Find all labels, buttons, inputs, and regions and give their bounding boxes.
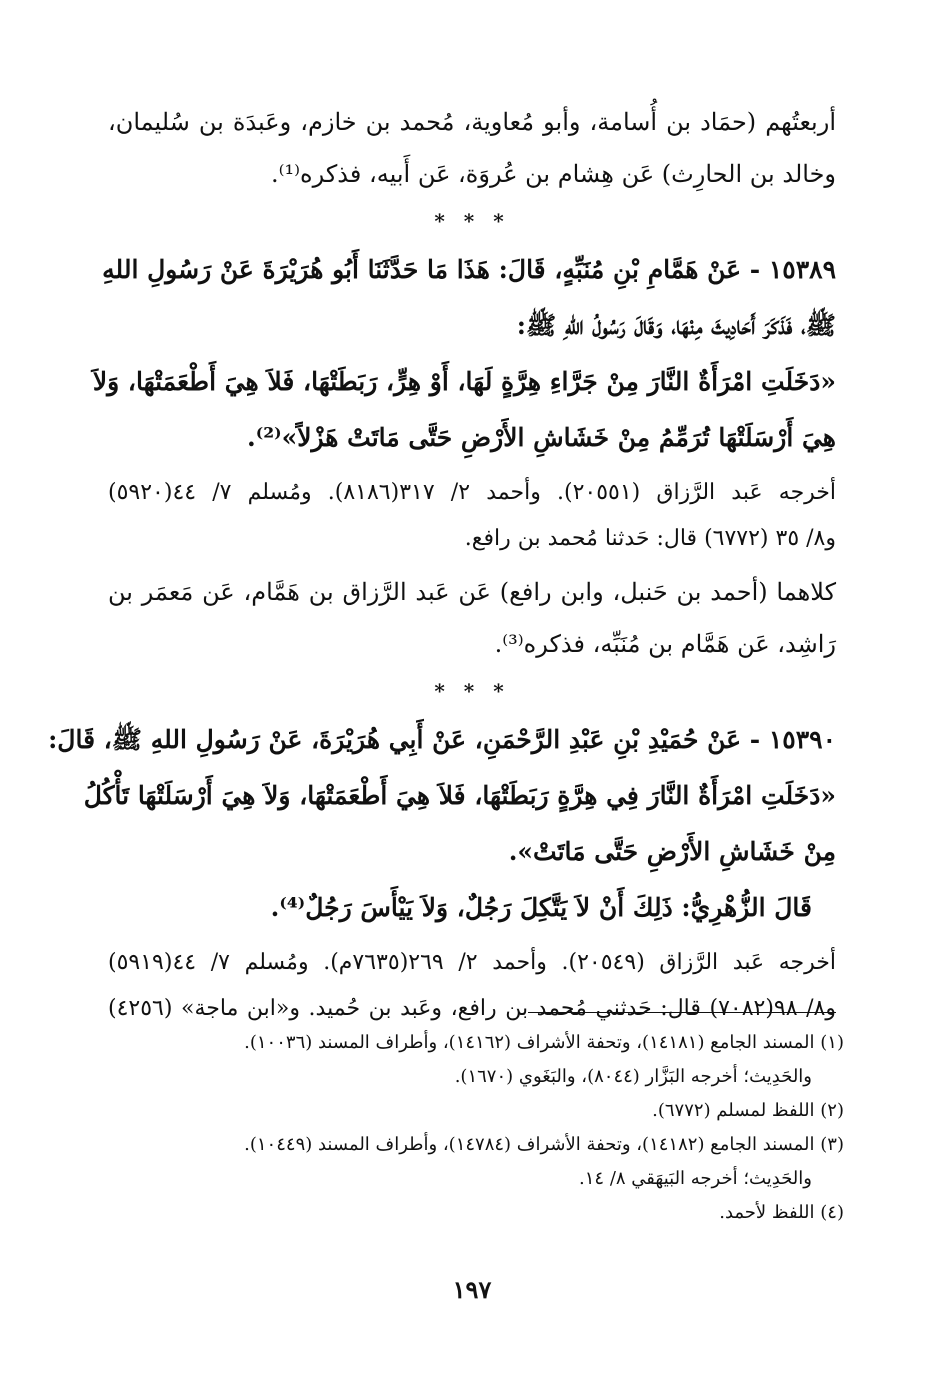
footnotes [100,1026,844,1230]
text-line: أربعتُهم (حمَاد بن أُسامة، وأبو مُعاوية، مُحمد بن خازم، وعَبدَة بن سُليمان، [108,108,836,136]
takhrij-line: أخرجه عَبد الرَّزاق (٢٠٥٥١). وأحمد ٢/ ٣١٧(٨١٨٦). ومُسلم ٧/ ٤٤(٥٩٢٠) [108,480,837,505]
footnote-1: (١) المسند الجامع (١٤١٨١)، وتحفة الأشراف (١٤١٦٢)، وأطراف المسند (١٠٠٣٦). [244,1032,844,1053]
hadith-line: ١٥٣٩٠ - عَنْ حُمَيْدِ بْنِ عَبْدِ الرَّحْمَنِ، عَنْ أَبِي هُرَيْرَةَ، عَنْ رَسُولِ اللهِ ﷺ، قَالَ: [48,725,836,754]
text-line: وخالد بن الحارِث) عَن هِشام بن عُروَة، عَن أَبيه، فذكره⁽¹⁾. [271,160,836,188]
section-separator: * * * [434,209,510,233]
section-separator: * * * [434,679,510,703]
hadith-line: ١٥٣٨٩ - عَنْ هَمَّامِ بْنِ مُنَبِّهٍ، قَالَ: هَذَا مَا حَدَّثَنَا أَبُو هُرَيْرَةَ عَنْ رَسُولِ اللهِ [102,255,836,284]
paragraph-kilahuma [108,566,836,670]
paragraph-narrators [108,96,836,200]
takhrij-line: و٨/ ٩٨(٧٠٨٢) قال: حَدثني مُحمد بن رافع، وعَبد بن حُميد. و«ابن ماجة» (٤٢٥٦) [108,996,836,1021]
page-number: ١٩٧ [452,1275,492,1304]
page-body [48,96,837,1032]
takhrij-15390 [108,940,836,1032]
hadith-line: ﷺ، فَذَكَرَ أَحَادِيثَ مِنْهَا، وَقَالَ رَسُولُ اللهِ ﷺ: [516,311,836,340]
text-line: رَاشِد، عَن هَمَّام بن مُنَبِّه، فذكره⁽³⁾. [494,630,836,658]
hadith-15389 [92,242,836,466]
footnote-3-continuation: والحَدِيث؛ أخرجه البَيهَقي ٨/ ١٤. [579,1168,812,1189]
takhrij-line: و٨/ ٣٥ (٦٧٧٢) قال: حَدثنا مُحمد بن رافع. [464,526,836,551]
hadith-15390 [48,712,836,936]
hadith-line: «دَخَلَتِ امْرَأَةٌ النَّارَ مِنْ جَرَّاءِ هِرَّةٍ لَهَا، أَوْ هِرٍّ، رَبَطَتْهَا، فَلاَ هِيَ أَطْعَمَتْهَا، وَلاَ [92,367,836,396]
takhrij-15389 [108,470,836,562]
hadith-line: مِنْ خَشَاشِ الأَرْضِ حَتَّى مَاتَتْ». [508,837,836,866]
footnote-2: (٢) اللفظ لمسلم (٦٧٧٢). [652,1100,844,1121]
footnote-4: (٤) اللفظ لأحمد. [719,1202,844,1223]
footnote-divider [528,1012,836,1013]
hadith-line: هِيَ أَرْسَلَتْهَا تُرَمِّمُ مِنْ خَشَاشِ الأَرْضِ حَتَّى مَاتَتْ هَزْلاً»⁽²⁾. [247,423,836,452]
footnote-3: (٣) المسند الجامع (١٤١٨٢)، وتحفة الأشراف (١٤٧٨٤)، وأطراف المسند (١٠٤٤٩). [244,1134,844,1155]
takhrij-line: أخرجه عَبد الرَّزاق (٢٠٥٤٩). وأحمد ٢/ ٢٦٩(٧٦٣٥م). ومُسلم ٧/ ٤٤(٥٩١٩) [108,950,837,975]
text-line: كلاهما (أحمد بن حَنبل، وابن رافع) عَن عَبد الرَّزاق بن هَمَّام، عَن مَعمَر بن [108,578,836,606]
hadith-line: «دَخَلَتِ امْرَأَةٌ النَّارَ فِي هِرَّةٍ رَبَطَتْهَا، فَلاَ هِيَ أَطْعَمَتْهَا، وَلاَ هِيَ أَرْسَلَتْهَا تَأْكُلُ [83,781,836,810]
footnote-1-continuation: والحَدِيث؛ أخرجه البَزَّار (٨٠٤٤)، والبَغَوي (١٦٧٠). [454,1066,812,1087]
zuhri-statement: قَالَ الزُّهْرِيُّ: ذَلِكَ أَنْ لاَ يَتَّكِلَ رَجُلٌ، وَلاَ يَيْأَسَ رَجُلٌ⁽⁴⁾. [270,893,812,922]
